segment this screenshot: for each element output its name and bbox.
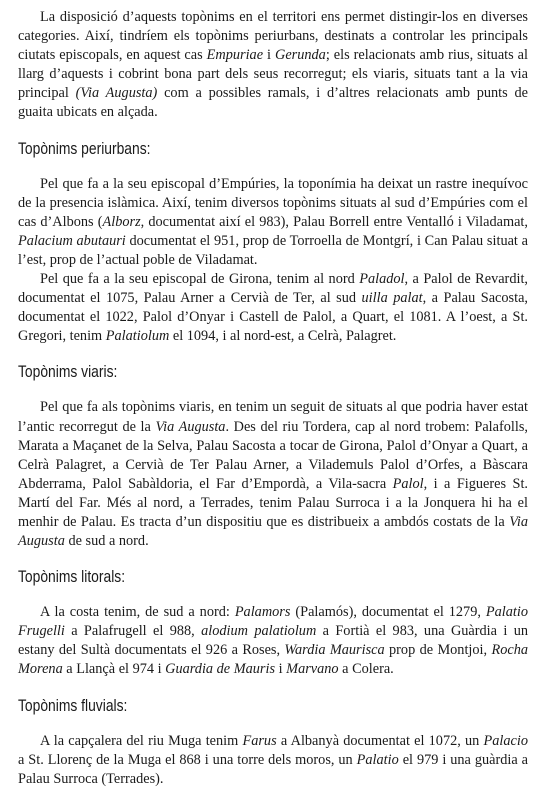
heading-litorals: Topònims litorals:: [18, 568, 126, 587]
italic-term: Rocha Morena: [18, 642, 528, 678]
italic-term: Palacium abutauri: [18, 232, 126, 249]
italic-term: Empuriae: [206, 47, 264, 64]
italic-term: Marvano: [286, 661, 339, 678]
italic-term: Wardia Maurisca: [284, 642, 385, 659]
document-page: [18, 8, 528, 789]
italic-term: Palatiolum: [105, 328, 170, 345]
italic-term: alodium palatiolum: [201, 623, 317, 640]
periurbans-paragraph-1: Pel que fa a la seu episcopal d’Empúries, la toponímia ha deixat un rastre inequívoc de la presencia islàmica. Així, tenim diversos topònims situats al sud d’Empúries com el cas d’Albons (Alborz, documentat així el 983), Palau Borrell entre Ventalló i Viladamat, Palacium abutauri documentat el 951, prop de Torroella de Montgrí, i Can Palau situat a l’est, prop de l’actual poble de Viladamat.: [18, 175, 528, 268]
viaris-paragraph: Pel que fa als topònims viaris, en tenim un seguit de situats al que podria haver estat l’antic recorregut de la Via Augusta. Des del riu Tordera, cap al nord trobem: Palafolls, Marata a Maçanet de la Selva, Palau Sacosta a tocar de Girona, Palol d’Onyar a Quart, a Celrà Palagret, a Cervià de Ter Palau Arner, a Vilademuls Palol d’Orfes, a Bàscara Abderrama, Palol Sabàldoria, el Far d’Empordà, a Vila-sacra Palol, i a Figueres St. Martí del Far. Més al nord, a Terrades, tenim Palau Surroca i a la Jonquera hi ha el menhir de Palau. Es tracta d’un dispositiu que es distribueix a ambdós costats de la Via Augusta de sud a nord.: [18, 399, 528, 550]
italic-term: (Via Augusta): [75, 85, 158, 102]
heading-periurbans: Topònims periurbans:: [18, 139, 151, 158]
litorals-paragraph: A la costa tenim, de sud a nord: Palamors (Palamós), documentat el 1279, Palatio Frugelli a Palafrugell el 988, alodium palatiolum a Fortià el 983, una Guàrdia i un estany del Sultà documentats el 926 a Roses, Wardia Maurisca prop de Montjoi, Rocha Morena a Llançà el 974 i Guardia de Mauris i Marvano a Colera.: [18, 604, 528, 678]
italic-term: Palatio: [356, 751, 399, 768]
italic-term: Gerunda: [275, 47, 326, 64]
italic-term: Farus: [242, 732, 277, 749]
heading-fluvials: Topònims fluvials:: [18, 696, 128, 715]
italic-term: Via Augusta: [155, 418, 226, 435]
italic-term: uilla palat: [361, 290, 423, 307]
italic-term: Palatio Frugelli: [18, 604, 528, 640]
italic-term: Alborz: [102, 213, 141, 230]
italic-term: Paladol: [359, 271, 405, 288]
fluvials-paragraph: A la capçalera del riu Muga tenim Farus a Albanyà documentat el 1072, un Palacio a St. Llorenç de la Muga el 868 i una torre dels moros, un Palatio el 979 i una guàrdia a Palau Surroca (Terrades).: [18, 732, 529, 787]
italic-term: Palol: [392, 475, 424, 492]
italic-term: Palacio: [483, 732, 528, 749]
heading-viaris: Topònims viaris:: [18, 363, 118, 382]
italic-term: Via Augusta: [18, 513, 528, 550]
italic-term: Guardia de Mauris: [165, 661, 276, 678]
intro-paragraph: La disposició d’aquests topònims en el territori ens permet distingir-los en diverses categories. Així, tindríem els topònims periurbans, destinats a controlar les principals ciutats episcopals, en aquest cas Empuriae i Gerunda; els relacionats amb rius, situats al llarg d’aquests i cobrint bona part dels seus recorregut; els viaris, situats tant a la via principal (Via Augusta) com a possibles ramals, i d’altres relacionats amb punts de guaita ubicats en alçada.: [18, 9, 529, 121]
periurbans-paragraph-2: Pel que fa a la seu episcopal de Girona, tenim al nord Paladol, a Palol de Revardit, documentat el 1075, Palau Arner a Cervià de Ter, al sud uilla palat, a Palau Sacosta, documentat el 1022, Palol d’Onyar i Castell de Palol, a Quart, el 1081. A l’oest, a St. Gregori, tenim Palatiolum el 1094, i al nord-est, a Celrà, Palagret.: [18, 271, 528, 345]
italic-term: Palamors: [234, 604, 291, 621]
